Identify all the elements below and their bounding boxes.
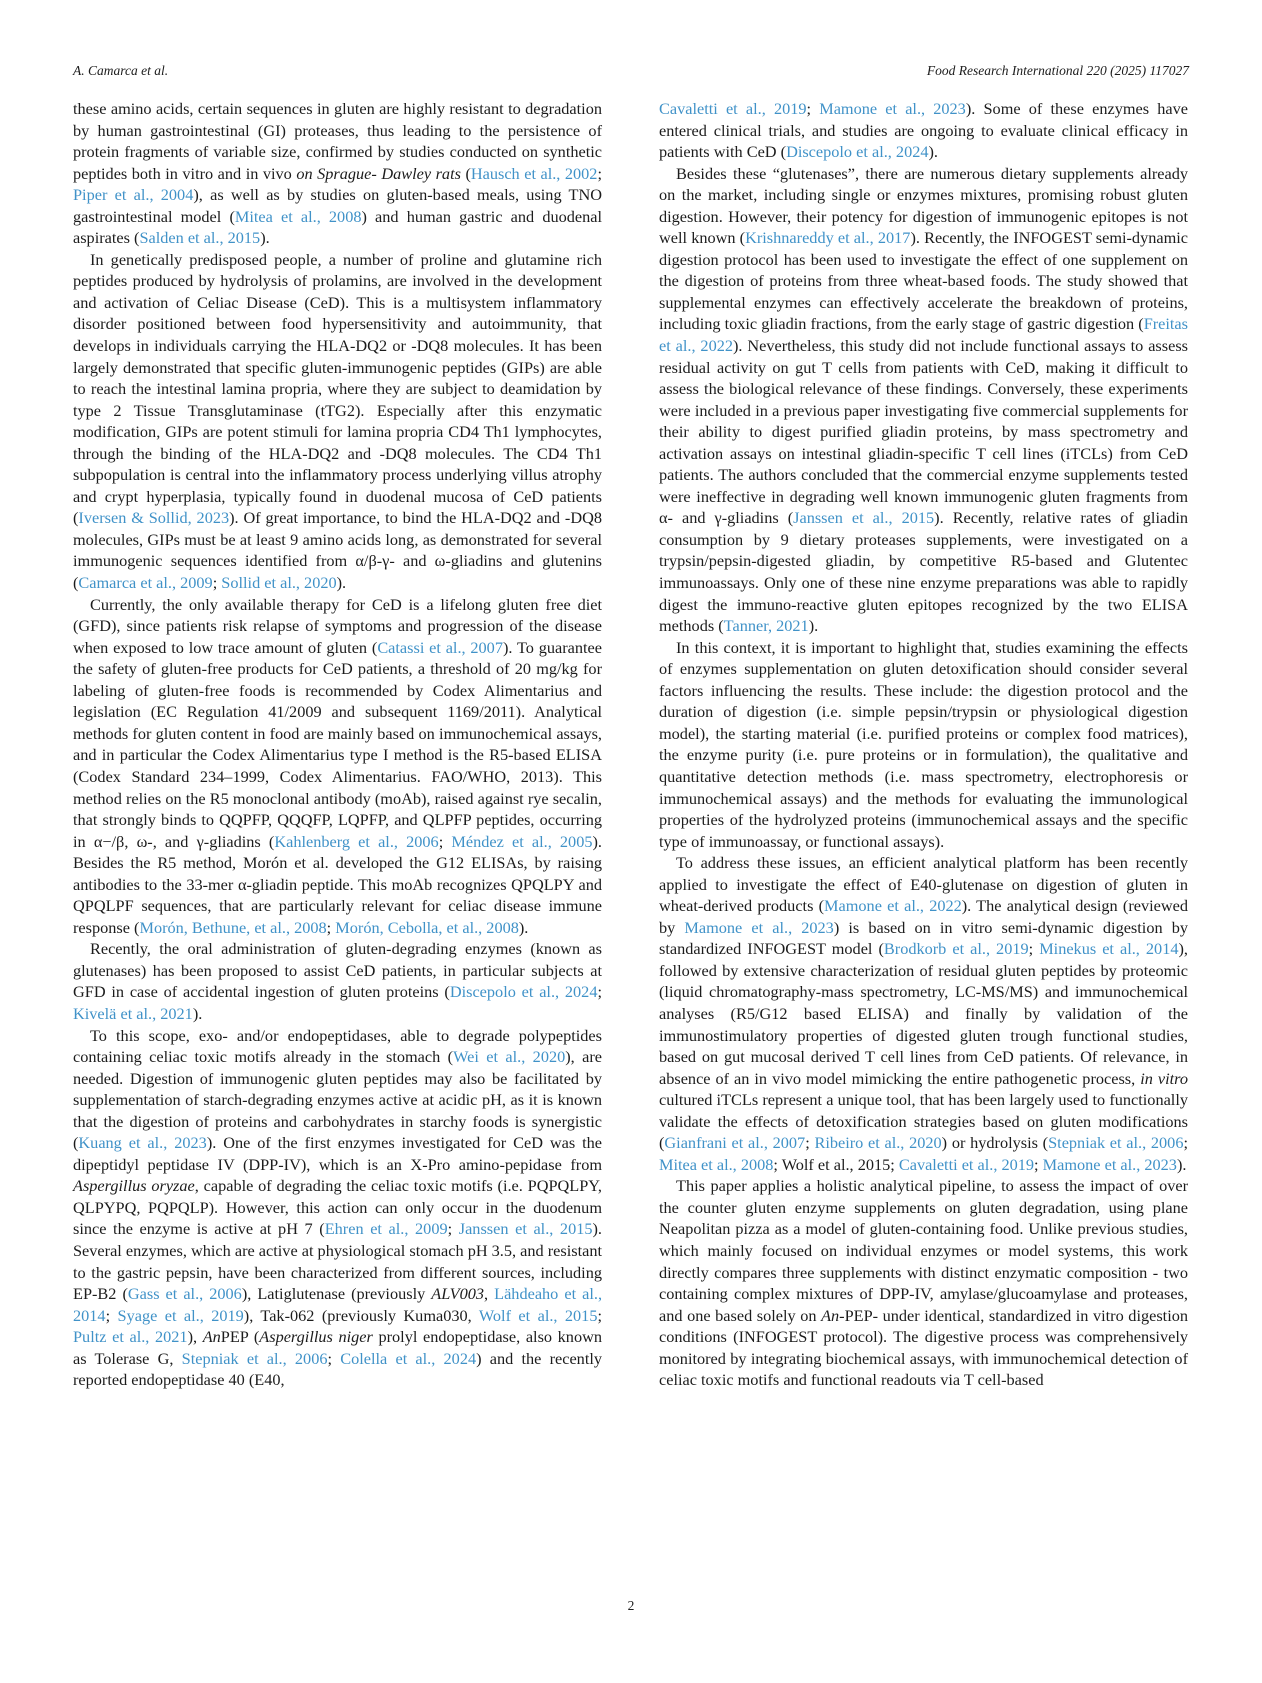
text-segment: Currently, the only available therapy for CeD is a lifelong gluten free diet (GFD), since patients risk relapse of symptoms and progression of the disease when exposed to low trace amount of gluten (	[73, 594, 602, 657]
citation-link[interactable]: Freitas et al., 2022	[659, 314, 1188, 356]
text-segment: ;	[327, 1348, 341, 1368]
citation-link[interactable]: Wolf et al., 2015	[478, 1305, 598, 1325]
text-segment: ).	[192, 1003, 203, 1023]
text-segment: ), Tak-062 (previously Kuma030,	[243, 1305, 479, 1325]
paragraph	[659, 637, 1188, 852]
two-column-body	[73, 98, 1188, 1391]
text-segment: ) or hydrolysis (	[941, 1133, 1049, 1153]
text-segment: ;	[597, 163, 602, 183]
text-segment: ;	[438, 831, 452, 851]
citation-link[interactable]: Gass et al., 2006	[127, 1284, 242, 1304]
page-footer	[0, 1598, 1262, 1614]
text-segment: Recently, the oral administration of gluten-degrading enzymes (known as glutenases) has been proposed to assist CeD patients, in particular subjects at GFD in case of accidental ingestion of gluten proteins (	[73, 939, 602, 1002]
citation-link[interactable]: Hausch et al., 2002	[470, 163, 598, 183]
text-segment: To this scope, exo- and/or endopeptidases, able to degrade polypeptides containing celiac toxic motifs already in the stomach (	[73, 1025, 602, 1067]
citation-link[interactable]: Mitea et al., 2008	[234, 206, 362, 226]
text-segment: ). Recently, relative rates of gliadin consumption by 9 dietary proteases supplements, were investigated on a trypsin/pepsin-digested gliadin, by competitive R5-based and Glutentec immunoassays. Only one of these nine enzyme preparations was able to rapidly digest the immuno-reactive gluten epitopes recognized by the two ELISA methods (	[659, 508, 1189, 636]
citation-link[interactable]: Mamone et al., 2023	[684, 917, 834, 937]
text-segment: ;	[1028, 939, 1040, 959]
paragraph	[73, 594, 602, 939]
text-segment: ;	[1034, 1154, 1043, 1174]
citation-link[interactable]: Janssen et al., 2015	[458, 1219, 593, 1239]
text-segment: ). Several enzymes, which are active at physiological stomach pH 3.5, and resistant to the gastric pepsin, have been characterized from different sources, including EP-B2 (	[73, 1219, 602, 1304]
citation-link[interactable]: Discepolo et al., 2024	[786, 142, 929, 162]
text-segment: ;	[805, 1133, 815, 1153]
text-segment: prolyl endopeptidase, also known as Tolerase G,	[73, 1327, 602, 1368]
citation-link[interactable]: Stepniak et al., 2006	[1048, 1133, 1184, 1153]
text-segment: ). To guarantee the safety of gluten-free products for CeD patients, a threshold of 20 mg/kg for labeling of gluten-free foods is recommended by Codex Alimentarius and legislation (EC Regulation 41/2009 and subsequent 1169/2011). Analytical methods for gluten content in food are mainly based on immunochemical assays, and in particular the Codex Alimentarius type I method is the R5-based ELISA (Codex Standard 234–1999, Codex Alimentarius. FAO/WHO, 2013). This method relies on the R5 monoclonal antibody (moAb), raised against rye secalin, that strongly binds to QQPFP, QQQFP, LQPFP, and QLPFP peptides, occurring in α−/β, ω-, and γ-gliadins (	[73, 637, 603, 851]
citation-link[interactable]: Camarca et al., 2009	[78, 573, 213, 593]
text-segment: ).	[1176, 1154, 1187, 1174]
citation-link[interactable]: Lähdeaho et al., 2014	[73, 1284, 603, 1325]
text-segment: these amino acids, certain sequences in gluten are highly resistant to degradation by human gastrointestinal (GI) proteases, thus leading to the persistence of protein fragments of variable size, confirmed by studies conducted on synthetic peptides both in vitro and in vivo	[73, 99, 602, 183]
text-segment: This paper applies a holistic analytical pipeline, to assess the impact of over the counter gluten enzyme supplements on gluten degradation, using plane Neapolitan pizza as a model of gluten-containing food. Unlike previous studies, which mainly focused on individual enzymes or model systems, this work directly compares three supplements with distinct enzymatic composition - two containing complex mixtures of DPP-IV, amylase/glucoamylase and proteases, and one based solely on	[659, 1176, 1188, 1325]
text-segment: ;	[212, 573, 222, 593]
citation-link[interactable]: Ehren et al., 2009	[324, 1219, 448, 1239]
citation-link[interactable]: Janssen et al., 2015	[793, 508, 935, 528]
text-segment: ;	[1183, 1133, 1188, 1153]
text-segment: Besides these “glutenases”, there are numerous dietary supplements already on the market, including single or enzymes mixtures, promising robust gluten digestion. However, their potency for digestion of immunogenic epitopes is not well known (	[659, 163, 1188, 248]
text-segment: ; Wolf et al., 2015;	[773, 1154, 899, 1174]
citation-link[interactable]: Wei et al., 2020	[453, 1047, 566, 1067]
citation-link[interactable]: Morón, Bethune, et al., 2008	[139, 917, 327, 937]
journal-citation: Food Research International 220 (2025) 117027	[926, 63, 1189, 78]
text-segment: , capable of degrading the celiac toxic motifs (i.e. PQPQLPY, QLPYPQ, PQPQLP). However, this action can only occur in the duodenum since the enzyme is active at pH 7 (	[73, 1176, 602, 1239]
text-segment: ).	[808, 616, 819, 636]
text-segment: ) and the recently reported endopeptidase 40 (E40,	[73, 1348, 603, 1390]
text-segment: ). Recently, the INFOGEST semi-dynamic digestion protocol has been used to investigate the effect of one supplement on the digestion of proteins from three wheat-based foods. The study showed that supplemental enzymes can effectively accelerate the breakdown of proteins, including toxic gliadin fractions, from the early stage of gastric digestion (	[659, 228, 1188, 334]
citation-link[interactable]: Méndez et al., 2005	[451, 831, 593, 851]
text-segment: ) is based on in vitro semi-dynamic digestion by standardized INFOGEST model (	[659, 917, 1188, 959]
paragraph	[73, 938, 602, 1024]
text-segment: ),	[187, 1327, 203, 1347]
citation-link[interactable]: Piper et al., 2004	[73, 185, 194, 205]
italic-text: Aspergillus oryzae	[73, 1176, 195, 1196]
text-segment: ), are needed. Digestion of immunogenic gluten peptides may also be facilitated by supplementation of starch-degrading enzymes active at acidic pH, as it is known that the digestion of proteins and carbohydrates in starchy foods is synergistic (	[73, 1047, 603, 1153]
running-author: A. Camarca et al.	[73, 63, 169, 78]
text-segment: In genetically predisposed people, a number of proline and glutamine rich peptides produced by hydrolysis of prolamins, are involved in the development and activation of Celiac Disease (CeD). This is a multisystem inflammatory disorder positioned between food hypersensitivity and autoimmunity, that develops in individuals carrying the HLA-DQ2 or -DQ8 molecules. It has been largely demonstrated that specific gluten-immunogenic peptides (GIPs) are able to reach the intestinal lamina propria, where they are subject to deamidation by type 2 Tissue Transglutaminase (tTG2). Especially after this enzymatic modification, GIPs are potent stimuli for lamina propria CD4 Th1 lymphocytes, through the binding of the HLA-DQ2 and -DQ8 molecules. The CD4 Th1 subpopulation is central into the inflammatory process underlying villus atrophy and crypt hyperplasia, typically found in duodenal mucosa of CeD patients (	[73, 249, 602, 528]
left-column	[73, 98, 602, 1391]
text-segment: ;	[597, 1305, 602, 1325]
citation-link[interactable]: Mitea et al., 2008	[659, 1154, 774, 1174]
paragraph	[659, 852, 1188, 1175]
text-segment: cultured iTCLs represent a unique tool, that has been largely used to functionally validate the effects of detoxification strategies based on gluten modifications (	[659, 1090, 1188, 1153]
text-segment: PEP (	[220, 1327, 260, 1347]
text-segment: ,	[484, 1284, 495, 1304]
text-segment: ).	[518, 917, 529, 937]
text-segment: (	[460, 163, 471, 183]
citation-link[interactable]: Syage et al., 2019	[117, 1305, 244, 1325]
citation-link[interactable]: Ribeiro et al., 2020	[814, 1133, 942, 1153]
citation-link[interactable]: Brodkorb et al., 2019	[883, 939, 1029, 959]
paragraph	[73, 98, 602, 249]
text-segment: ). Besides the R5 method, Morón et al. developed the G12 ELISAs, by raising antibodies to the 33-mer α-gliadin peptide. This moAb recognizes QPQLPY and QPQLPF sequences, that are particularly relevant for celiac disease immune response (	[73, 831, 602, 937]
text-segment: ). Of great importance, to bind the HLA-DQ2 and -DQ8 molecules, GIPs must be at least 9 amino acids long, as demonstrated for several immunogenic sequences identified from α/β-γ- and ω-gliadins and glutenins (	[73, 508, 602, 593]
citation-link[interactable]: Kivelä et al., 2021	[73, 1003, 193, 1023]
text-segment: ).	[260, 228, 270, 248]
text-segment: To address these issues, an efficient analytical platform has been recently applied to investigate the effect of E40-glutenase on digestion of gluten in wheat-derived products (	[659, 853, 1188, 916]
citation-link[interactable]: Pultz et al., 2021	[73, 1327, 188, 1347]
citation-link[interactable]: Stepniak et al., 2006	[181, 1348, 328, 1368]
citation-link[interactable]: Mamone et al., 2022	[824, 896, 962, 916]
page-header	[73, 63, 1189, 79]
citation-link[interactable]: Mamone et al., 2023	[819, 99, 966, 118]
citation-link[interactable]: Salden et al., 2015	[139, 228, 261, 248]
citation-link[interactable]: Mamone et al., 2023	[1042, 1154, 1177, 1174]
citation-link[interactable]: Tanner, 2021	[723, 616, 809, 636]
text-segment: ) and human gastric and duodenal aspirates (	[73, 206, 603, 248]
text-segment: ;	[597, 982, 602, 1002]
text-segment: ).	[928, 142, 938, 162]
italic-text: on Sprague- Dawley rats	[296, 163, 461, 183]
paragraph	[73, 249, 602, 594]
citation-link[interactable]: Gianfrani et al., 2007	[664, 1133, 806, 1153]
citation-link[interactable]: Cavaletti et al., 2019	[898, 1154, 1035, 1174]
citation-link[interactable]: Cavaletti et al., 2019	[659, 99, 807, 118]
right-column	[659, 98, 1188, 1391]
paragraph	[73, 1025, 602, 1391]
citation-link[interactable]: Minekus et al., 2014	[1039, 939, 1179, 959]
citation-link[interactable]: Kahlenberg et al., 2006	[274, 831, 439, 851]
text-segment: ), followed by extensive characterization of residual gluten peptides by proteomic (liquid chromatography-mass spectrometry, LC-MS/MS) and immunochemical analyses (R5/G12 based ELISA) and finally by validation of the immunostimulatory properties of digested gluten trough functional studies, based on gut mucosal derived T cell lines from CeD patients. Of relevance, in absence of an in vivo model mimicking the entire pathogenetic process,	[659, 939, 1188, 1088]
text-segment: ). Nevertheless, this study did not include functional assays to assess residual activity on gut T cells from patients with CeD, making it difficult to assess the biological relevance of these findings. Conversely, these experiments were included in a previous paper investigating five commercial supplements for their ability to digest purified gliadin proteins, by mass spectrometry and activation assays on intestinal gliadin-specific T cell lines (iTCLs) from CeD patients. The authors concluded that the commercial enzyme supplements tested were ineffective in degrading well known immunogenic gluten fragments from α- and γ-gliadins (	[659, 336, 1188, 528]
italic-text: in vitro	[1140, 1068, 1188, 1088]
citation-link[interactable]: Kuang et al., 2023	[78, 1133, 207, 1153]
citation-link[interactable]: Morón, Cebolla, et al., 2008	[335, 917, 519, 937]
citation-link[interactable]: Krishnareddy et al., 2017	[745, 228, 911, 248]
text-segment: -PEP- under identical, standardized in vitro digestion conditions (INFOGEST protocol). The digestive process was comprehensively monitored by integrating biochemical assays, with immunochemical detection of celiac toxic motifs and functional readouts via T cell-based	[659, 1305, 1188, 1390]
citation-link[interactable]: Discepolo et al., 2024	[449, 982, 598, 1002]
text-segment: ;	[326, 917, 336, 937]
italic-text: An	[202, 1327, 221, 1347]
citation-link[interactable]: Sollid et al., 2020	[221, 573, 337, 593]
citation-link[interactable]: Catassi et al., 2007	[377, 637, 503, 657]
paragraph	[659, 163, 1188, 637]
citation-link[interactable]: Iversen & Sollid, 2023	[78, 508, 230, 528]
text-segment: ).	[336, 573, 347, 593]
text-segment: ;	[105, 1305, 118, 1325]
text-segment: ). One of the first enzymes investigated for CeD was the dipeptidyl peptidase IV (DPP-IV), which is an X-Pro amino-pepidase from	[73, 1133, 603, 1174]
italic-text: ALV003	[431, 1284, 485, 1304]
paragraph	[659, 1175, 1188, 1390]
text-segment: ). The analytical design (reviewed by	[659, 896, 1189, 937]
page-number: 2	[627, 1598, 635, 1613]
text-segment: In this context, it is important to highlight that, studies examining the effects of enzymes supplementation on gluten detoxification should consider several factors influencing the results. These include: the digestion protocol and the duration of digestion (i.e. simple pepsin/trypsin or physiological digestion model), the starting material (i.e. purified proteins or complex food matrices), the enzyme purity (i.e. pure proteins or in formulation), the qualitative and quantitative detection methods (i.e. mass spectrometry, electrophoresis or immunochemical assays) and the methods for evaluating the immunological properties of the hydrolyzed proteins (immunochemical assays and the specific type of immunoassay, or functional assays).	[659, 637, 1188, 851]
text-segment: ). Some of these enzymes have entered clinical trials, and studies are ongoing to evaluate clinical efficacy in patients with CeD (	[659, 99, 1188, 162]
italic-text: An	[821, 1305, 840, 1325]
italic-text: Aspergillus niger	[259, 1327, 373, 1347]
text-segment: ;	[447, 1219, 459, 1239]
text-segment: ;	[806, 99, 820, 118]
text-segment: ), Latiglutenase (previously	[241, 1284, 432, 1304]
citation-link[interactable]: Colella et al., 2024	[340, 1348, 477, 1368]
text-segment: ), as well as by studies on gluten-based meals, using TNO gastrointestinal model (	[73, 185, 603, 226]
paragraph	[659, 98, 1188, 163]
